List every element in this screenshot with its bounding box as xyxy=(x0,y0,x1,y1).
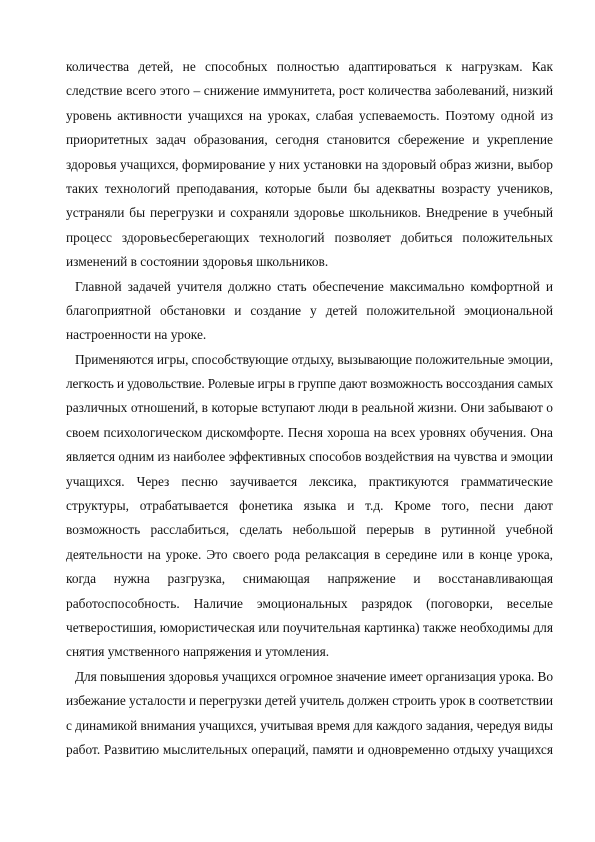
text-line: избежание усталости и перегрузки детей учитель должен строить урок в соответствии xyxy=(66,693,553,709)
text-line: количества детей, не способных полностью адаптироваться к нагрузкам. Как xyxy=(66,59,553,74)
text-line: деятельности на уроке. Это своего рода релаксация в середине или в конце урока, xyxy=(66,546,553,562)
text-line: процесс здоровьесберегающих технологий позволяет добиться положительных xyxy=(66,229,553,245)
text-line: следствие всего этого – снижение иммунитета, рост количества заболеваний, низкий xyxy=(66,83,553,99)
text-line: является одним из наиболее эффективных способов воздействия на чувства и эмоции xyxy=(66,449,553,465)
text-line: Для повышения здоровья учащихся огромное значение имеет организация урока. Во xyxy=(75,668,553,684)
text-line: Главной задачей учителя должно стать обеспечение максимально комфортной и xyxy=(75,278,553,294)
text-line: учащихся. Через песню заучивается лексика, практикуются грамматические xyxy=(66,473,553,489)
text-line: устраняли бы перегрузки и сохраняли здоровье школьников. Внедрение в учебный xyxy=(66,205,553,221)
text-line: возможность расслабиться, сделать небольшой перерыв в рутинной учебной xyxy=(66,522,553,538)
text-line: когда нужна разгрузка, снимающая напряжение и восстанавливающая xyxy=(66,571,553,587)
document-body-text xyxy=(66,55,553,762)
text-line: Применяются игры, способствующие отдыху, вызывающие положительные эмоции, xyxy=(75,351,553,367)
text-line: изменений в состоянии здоровья школьников. xyxy=(66,254,329,270)
text-line: четверостишия, юмористическая или поучительная картинка) также необходимы для xyxy=(66,619,553,635)
text-line: своем психологическом дискомфорте. Песня хороша на всех уровнях обучения. Она xyxy=(66,424,553,440)
text-line: настроенности на уроке. xyxy=(66,327,207,343)
text-line: благоприятной обстановки и создание у детей положительной эмоциональной xyxy=(66,302,553,318)
text-line: таких технологий преподавания, которые были бы адекватны возрасту учеников, xyxy=(66,180,553,196)
text-line: различных отношений, в которые вступают люди в реальной жизни. Они забывают о xyxy=(66,400,553,416)
text-line: здоровья учащихся, формирование у них установки на здоровый образ жизни, выбор xyxy=(66,156,553,172)
text-line: с динамикой внимания учащихся, учитывая время для каждого задания, чередуя виды xyxy=(66,717,553,733)
text-line: снятия умственного напряжения и утомления. xyxy=(66,644,330,660)
text-line: приоритетных задач образования, сегодня становится сбережение и укрепление xyxy=(66,132,553,148)
text-line: уровень активности учащихся на уроках, слабая успеваемость. Поэтому одной из xyxy=(66,107,553,123)
text-line: работоспособность. Наличие эмоциональных разрядок (поговорки, веселые xyxy=(66,595,553,611)
text-line: работ. Развитию мыслительных операций, памяти и одновременно отдыху учащихся xyxy=(66,741,553,757)
text-line: структуры, отрабатывается фонетика языка и т.д. Кроме того, песни дают xyxy=(66,498,553,514)
text-line: легкость и удовольствие. Ролевые игры в группе дают возможность воссоздания самых xyxy=(66,376,553,392)
